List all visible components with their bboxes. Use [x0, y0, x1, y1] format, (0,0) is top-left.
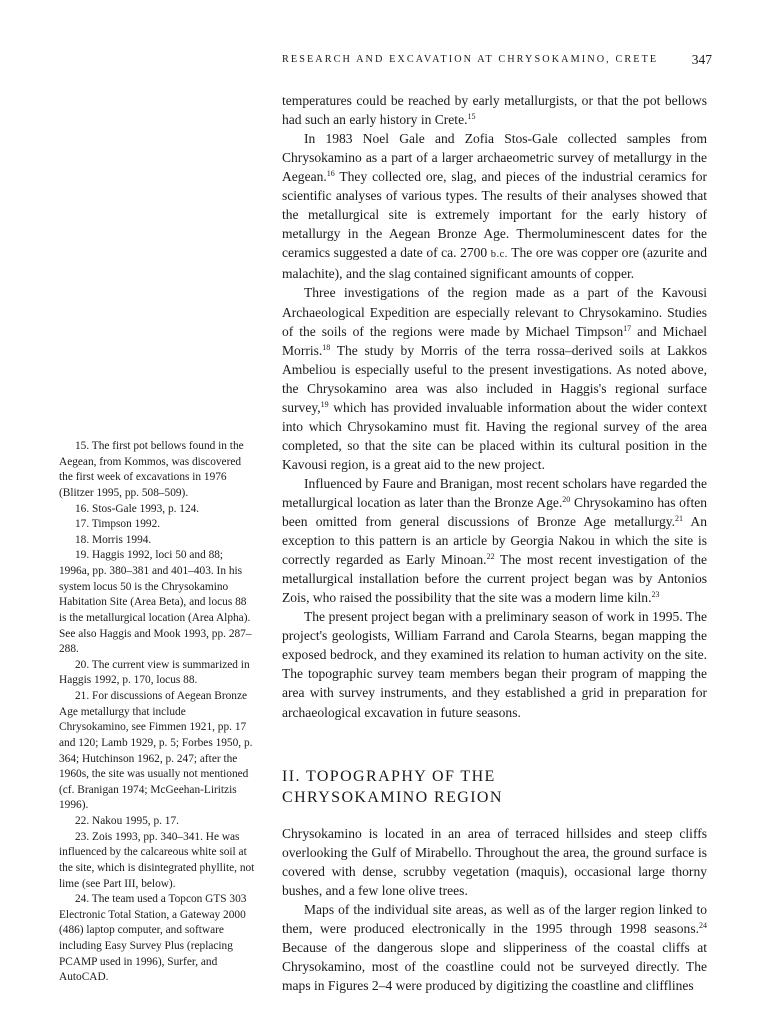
footnote-ref: 20: [562, 494, 571, 504]
footnote-23: 23. Zois 1993, pp. 340–341. He was influenced by the calcareous white soil at the site, which is disintegrated phyllite, not lime (see Part III, below).: [59, 830, 255, 890]
footnote-ref: 24: [699, 920, 707, 930]
footnote-19: 19. Haggis 1992, loci 50 and 88; 1996a, pp. 380–381 and 401–403. In his system locus 50 is the Chrysokamino Habitation Site (Area Beta), and locus 88 is the metallurgical location (Area Alpha). See also Haggis and Mook 1993, pp. 287–288.: [59, 549, 252, 656]
footnote-ref: 16: [326, 169, 335, 179]
section-heading: [282, 766, 707, 808]
paragraph-7: Maps of the individual site areas, as well as of the larger region linked to them, were produced electronically in the 1995 through 1998 seasons.$^{24}$ Because of the dangerous slope and slipperiness of the coastal cliffs at Chrysokamino, most of the coastline could not be surveyed directly. The maps in Figures 2–4 were produced by digitizing the coastline and clifflines: [282, 901, 707, 993]
footnote-ref: 15: [467, 112, 476, 122]
era-abbrev: b.c.: [490, 249, 508, 261]
footnote-17: 17. Timpson 1992.: [75, 518, 161, 531]
page-header: [282, 54, 712, 72]
main-text-column: [282, 91, 707, 995]
footnote-21: 21. For discussions of Aegean Bronze Age metallurgy that include Chrysokamino, see Fimmen 1921, pp. 17 and 120; Lamb 1929, p. 5; Forbes 1950, p. 364; Hutchinson 1962, p. 247; after the 1960s, the site was usually not mentioned (cf. Branigan 1974; McGeehan-Liritzis 1996).: [59, 690, 253, 812]
footnote-18: 18. Morris 1994.: [75, 533, 152, 546]
paragraph-1: temperatures could be reached by early metallurgists, or that the pot bellows had such an early history in Crete.$^{15}$: [282, 93, 707, 128]
footnote-16: 16. Stos-Gale 1993, p. 124.: [75, 502, 200, 515]
footnote-22: 22. Nakou 1995, p. 17.: [75, 815, 179, 827]
paragraph-4: Influenced by Faure and Branigan, most recent scholars have regarded the metallurgical location as later than the Bronze Age.$^{20}$ Chrysokamino has often been omitted from general discussions of Bronze Age metallurgy.$^{21}$ An exception to this pattern is an article by Georgia Nakou in which the site is correctly regarded as Early Minoan.$^{22}$ The most recent investigation of the metallurgical installation before the current project began was by Antonios Zois, who raised the possibility that the site was a modern lime kiln.$^{23}$: [282, 475, 708, 606]
footnote-15: 15. The first pot bellows found in the Aegean, from Kommos, was discovered the first week of excavations in 1976 (Blitzer 1995, pp. 508–509).: [59, 440, 244, 499]
footnote-ref: 18: [322, 342, 331, 352]
paragraph-2: In 1983 Noel Gale and Zofia Stos-Gale collected samples from Chrysokamino as a part of a larger archaeometric survey of metallurgy in the Aegean.$^{16}$ They collected ore, slag, and pieces of the industrial ceramics for scientific analyses of various types. The results of their analyses showed that the metallurgical site is extremely important for the early history of metallurgy in the Aegean Bronze Age. Thermoluminescent dates for the ceramics suggested a date of ca. 2700 b.c. The ore was copper ore (azurite and malachite), and the slag contained significant amounts of copper.: [282, 131, 707, 282]
page-number: 347: [691, 52, 712, 67]
paragraph-5: The present project began with a preliminary season of work in 1995. The project's geologists, William Farrand and Carola Stearns, began mapping the exposed bedrock, and they examined its relation to human activity on the site. The topographic survey team members began their program of mapping the area with survey instruments, and they established a grid in preparation for archaeological excavation in future seasons.: [282, 609, 707, 720]
footnote-20: 20. The current view is summarized in Haggis 1992, p. 170, locus 88.: [59, 658, 250, 687]
paragraph-3: Three investigations of the region made as a part of the Kavousi Archaeological Expedition are especially relevant to Chrysokamino. Studies of the soils of the regions were made by Michael Timpson$^{17}$ and Michael Morris.$^{18}$ The study by Morris of the terra rossa–derived soils at Lakkos Ambeliou is especially useful to the present investigations. As noted above, the Chrysokamino area was also included in Haggis's regional surface survey,$^{19}$ which has provided invaluable information about the wider context into which Chrysokamino must fit. Having the regional survey of the area completed, so that the site can be placed within its cultural position in the Kavousi region, is a great aid to the new project.: [282, 285, 708, 472]
running-head: RESEARCH AND EXCAVATION AT CHRYSOKAMINO, CRETE: [282, 54, 659, 65]
footnote-ref: 23: [651, 590, 660, 600]
footnote-ref: 22: [486, 552, 495, 562]
section-heading-line-2: CHRYSOKAMINO REGION: [282, 788, 503, 806]
footnotes-column: [59, 439, 255, 986]
footnote-ref: 19: [320, 399, 329, 409]
paragraph-6: Chrysokamino is located in an area of terraced hillsides and steep cliffs overlooking the Gulf of Mirabello. Throughout the area, the ground surface is covered with dense, scrubby vegetation (maquis), occasional large thorny bushes, and a few lone olive trees.: [282, 825, 707, 898]
footnote-ref: 17: [623, 323, 632, 333]
footnote-24: 24. The team used a Topcon GTS 303 Electronic Total Station, a Gateway 2000 (486) laptop computer, and software including Easy Survey Plus (replacing PCAMP used in 1996), Surfer, and AutoCAD.: [59, 893, 247, 984]
footnote-ref: 21: [675, 514, 684, 524]
section-heading-line-1: II. TOPOGRAPHY OF THE: [282, 767, 496, 785]
